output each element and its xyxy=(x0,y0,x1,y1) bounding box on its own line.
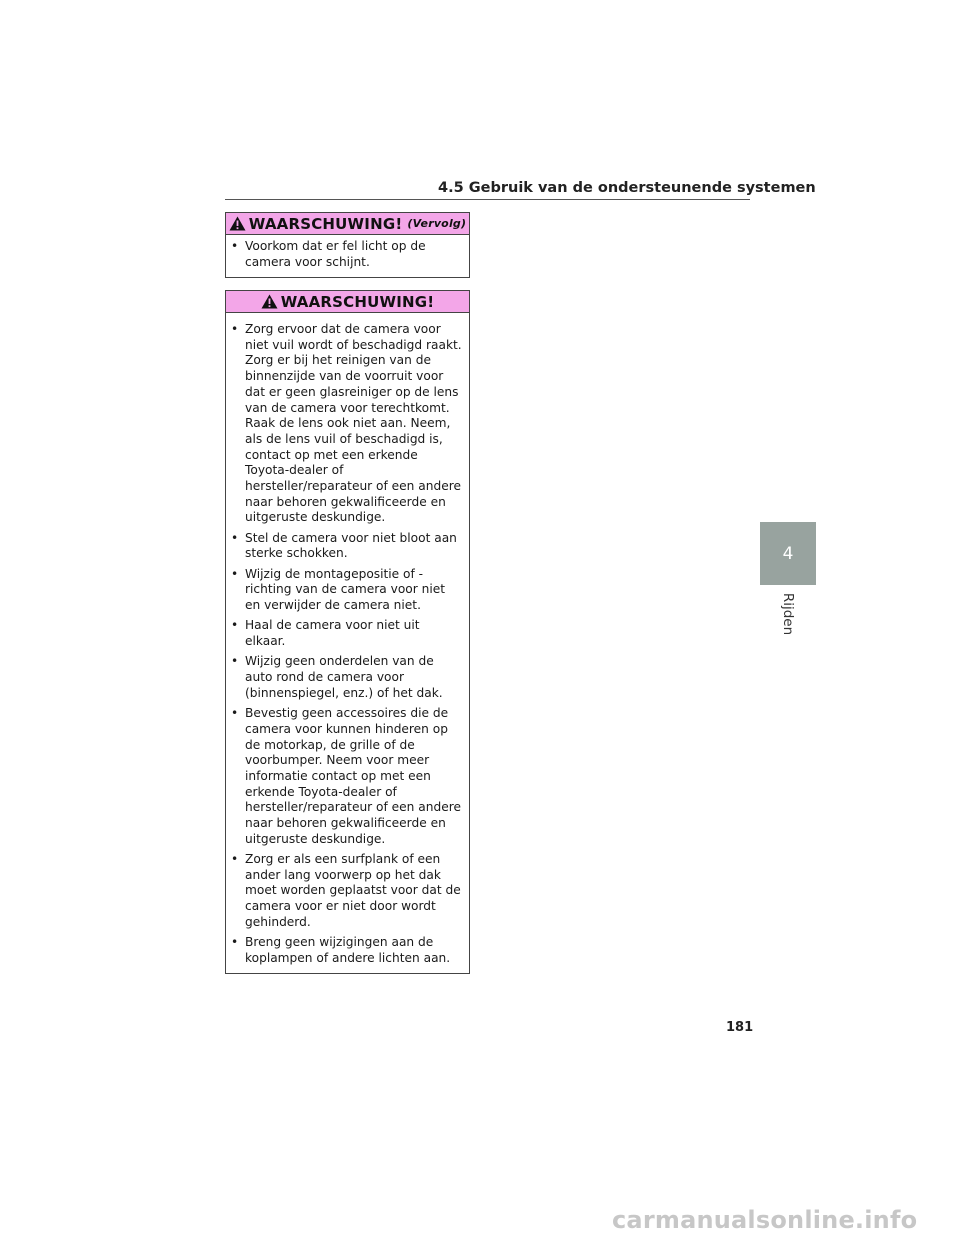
bullet: • xyxy=(231,566,239,581)
bullet: • xyxy=(231,530,239,545)
list-item-text: Voorkom dat er fel licht op de camera voor schijnt. xyxy=(245,239,426,269)
list-item xyxy=(228,239,463,270)
list-item xyxy=(228,531,463,562)
list-item xyxy=(228,852,463,931)
warning-triangle-icon xyxy=(229,216,246,231)
list-item-text: Zorg ervoor dat de camera voor niet vuil wordt of beschadigd raakt. Zorg er bij het reinigen van de binnenzijde van de voorruit voor dat er geen glasreiniger op de lens van de camera voor terechtkomt. Raak de lens ook niet aan. Neem, als de lens vuil of beschadigd is, contact op met een erkende Toyota-dealer of hersteller/reparateur of een andere naar behoren gekwalificeerde en uitgeruste deskundige. xyxy=(245,322,462,525)
bullet: • xyxy=(231,706,239,721)
chapter-number: 4 xyxy=(782,543,794,564)
bullet: • xyxy=(231,239,239,253)
watermark: carmanualsonline.info xyxy=(612,1206,918,1234)
warning-body xyxy=(226,313,469,973)
bullet: • xyxy=(231,654,239,669)
list-item xyxy=(228,322,463,526)
warning-body xyxy=(226,235,469,277)
list-item xyxy=(228,567,463,614)
list-item-text: Bevestig geen accessoires die de camera voor kunnen hinderen op de motorkap, de grille of de voorbumper. Neem voor meer informatie contact op met een erkende Toyota-dealer of hersteller/reparateur of een andere naar behoren gekwalificeerde en uitgeruste deskundige. xyxy=(245,706,461,846)
list-item-text: Breng geen wijzigingen aan de koplampen of andere lichten aan. xyxy=(245,935,451,965)
warning-box-camera xyxy=(225,290,470,974)
warning-header xyxy=(226,291,469,313)
bullet: • xyxy=(231,322,239,336)
list-item xyxy=(228,706,463,847)
page-number: 181 xyxy=(726,1020,754,1035)
header-divider xyxy=(225,199,750,200)
warning-header xyxy=(226,213,469,235)
bullet: • xyxy=(231,935,239,950)
chapter-label: Rijden xyxy=(780,592,796,636)
bullet: • xyxy=(231,618,239,633)
warning-box-continued xyxy=(225,212,470,278)
list-item-text: Haal de camera voor niet uit elkaar. xyxy=(245,618,420,649)
list-item xyxy=(228,618,463,649)
section-title: 4.5 Gebruik van de ondersteunende systemen xyxy=(438,180,816,196)
warning-title: WAARSCHUWING! xyxy=(248,214,403,233)
list-item-text: Zorg er als een surfplank of een ander lang voorwerp op het dak moet worden geplaatst voor dat de camera voor er niet door wordt gehinderd. xyxy=(245,852,461,929)
list-item-text: Wijzig de montagepositie of -richting van de camera voor niet en verwijder de camera niet. xyxy=(245,566,445,613)
list-item-text: Wijzig geen onderdelen van de auto rond de camera voor (binnenspiegel, enz.) of het dak. xyxy=(245,654,443,700)
list-item xyxy=(228,935,463,966)
list-item xyxy=(228,654,463,701)
chapter-tab[interactable] xyxy=(760,522,816,585)
continued-label: (Vervolg) xyxy=(407,217,467,230)
list-item-text: Stel de camera voor niet bloot aan sterke schokken. xyxy=(245,530,457,561)
bullet: • xyxy=(231,852,239,867)
warning-title: WAARSCHUWING! xyxy=(280,292,435,311)
warning-triangle-icon xyxy=(261,294,278,309)
